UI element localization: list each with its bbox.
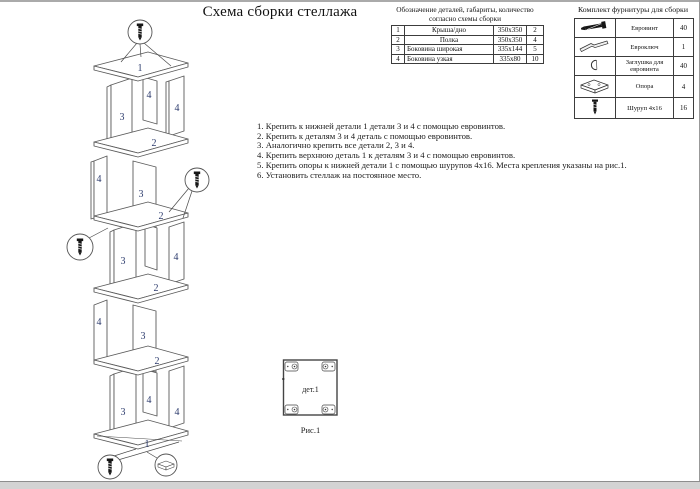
page-bottom-edge <box>0 481 700 489</box>
hardware-qty: 1 <box>674 38 694 57</box>
part-name: Крыша/дно <box>405 26 494 36</box>
hardware-table-title: Комплект фурнитуры для сборки <box>577 5 689 14</box>
parts-table <box>391 25 544 64</box>
part-label-shelf: 2 <box>151 138 157 149</box>
hardware-row <box>575 98 694 119</box>
screw-callout-bottom <box>98 455 122 479</box>
part-num: 4 <box>392 54 405 64</box>
part-label-wide-panel: 3 <box>140 331 146 342</box>
part-name: Боковина широкая <box>405 45 494 55</box>
part-label-bottom-board: 1 <box>144 439 150 450</box>
eurovint-callout-right <box>185 168 209 192</box>
part-num: 3 <box>392 45 405 55</box>
parts-table-title-line2: согласно схемы сборки <box>429 13 501 23</box>
hardware-name: Опора <box>616 76 674 98</box>
assembly-steps <box>257 122 657 180</box>
eurovint-icon <box>578 19 612 35</box>
eurovint-callout-left <box>67 234 93 260</box>
parts-table-title-line1: Обозначение деталей, габариты, количество <box>396 5 534 14</box>
figure-caption: Рис.1 <box>300 425 321 435</box>
part-label-top-board: 1 <box>137 63 143 74</box>
part-qty: 10 <box>527 54 544 64</box>
assembly-step: 4. Крепить верхнюю деталь 1 к деталям 3 и 4 с помощью евровинтов. <box>257 150 516 161</box>
hardware-qty: 4 <box>674 76 694 98</box>
part-qty: 4 <box>527 35 544 45</box>
assembly-step: 2. Крепить к деталям 3 и 4 деталь с помощью евровинтов. <box>257 130 473 141</box>
hardware-row <box>575 76 694 98</box>
part-size: 335х144 <box>494 45 527 55</box>
part-label-narrow-panel: 4 <box>96 174 102 185</box>
parts-table-row <box>392 35 544 45</box>
hardware-qty: 16 <box>674 98 694 119</box>
eurokey-icon <box>578 38 612 54</box>
support-icon <box>578 76 612 95</box>
shelf-assembly-diagram <box>50 12 230 482</box>
part-size: 350х350 <box>494 35 527 45</box>
part-name: Полка <box>405 35 494 45</box>
assembly-step: 1. Крепить к нижней детали 1 детали 3 и 4 с помощью евровинтов. <box>257 121 506 131</box>
part-label-wide-panel: 3 <box>120 407 126 418</box>
detail-label: дет.1 <box>302 385 319 394</box>
part-num: 2 <box>392 35 405 45</box>
hardware-table <box>574 18 694 119</box>
hardware-name: Евроключ <box>616 38 674 57</box>
hardware-row <box>575 38 694 57</box>
part-name: Боковина узкая <box>405 54 494 64</box>
part-label-narrow-panel: 4 <box>96 317 102 328</box>
cap-icon <box>578 57 612 73</box>
part-label-narrow-panel: 4 <box>173 252 179 263</box>
part-label-narrow-panel: 4 <box>146 90 152 101</box>
hardware-name: Заглушка для евровинта <box>616 57 674 76</box>
parts-table-title <box>383 6 547 23</box>
part-label-wide-panel: 3 <box>119 112 125 123</box>
assembly-step: 6. Установить стеллаж на постоянное место. <box>257 169 422 180</box>
assembly-step: 3. Аналогично крепить все детали 2, 3 и 4. <box>257 140 415 151</box>
parts-table-row <box>392 45 544 55</box>
part-label-shelf: 2 <box>158 211 164 222</box>
part-label-narrow-panel: 4 <box>174 407 180 418</box>
screw-icon <box>578 98 612 116</box>
page-top-edge <box>0 0 700 2</box>
detail-figure <box>278 354 344 438</box>
hardware-name: Евровинт <box>616 19 674 38</box>
page-title: Схема сборки стеллажа <box>202 4 358 20</box>
hardware-qty: 40 <box>674 57 694 76</box>
part-label-narrow-panel: 4 <box>146 395 152 406</box>
assembly-step: 5. Крепить опоры к нижней детали 1 с помощью шурупов 4х16. Места крепления указаны на рис.1. <box>257 159 627 170</box>
hardware-qty: 40 <box>674 19 694 38</box>
part-qty: 2 <box>527 26 544 36</box>
hardware-name: Шуруп 4х16 <box>616 98 674 119</box>
part-size: 335х80 <box>494 54 527 64</box>
support-callout-bottom <box>155 454 177 476</box>
part-qty: 5 <box>527 45 544 55</box>
part-label-wide-panel: 3 <box>120 256 126 267</box>
part-num: 1 <box>392 26 405 36</box>
part-label-narrow-panel: 4 <box>174 103 180 114</box>
part-label-shelf: 2 <box>153 283 159 294</box>
eurovint-callout-top <box>128 20 152 44</box>
shelf-tower <box>91 52 188 449</box>
hardware-row <box>575 57 694 76</box>
part-size: 350х350 <box>494 26 527 36</box>
hardware-row <box>575 19 694 38</box>
part-label-wide-panel: 3 <box>138 189 144 200</box>
part-label-shelf: 2 <box>154 356 160 367</box>
parts-table-row <box>392 26 544 36</box>
parts-table-row <box>392 54 544 64</box>
